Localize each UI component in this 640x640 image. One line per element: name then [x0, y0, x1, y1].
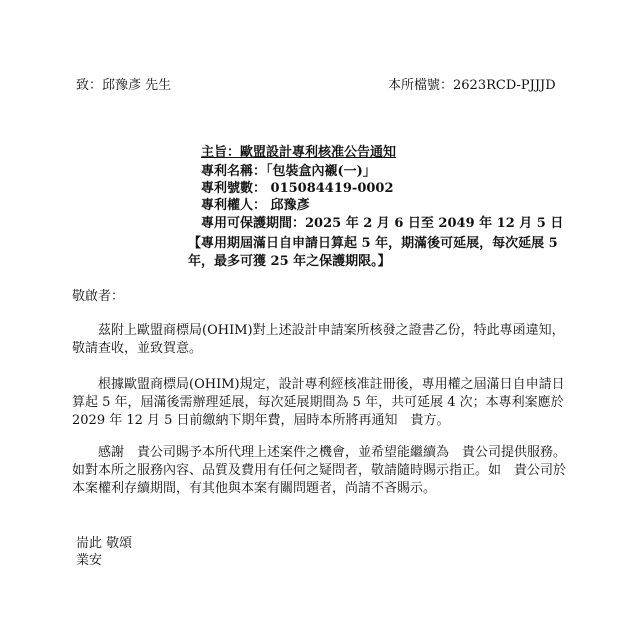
patent-holder: 專利權人： 邱豫彥: [201, 198, 310, 213]
greeting: 敬啟者：: [72, 289, 125, 304]
protection-period: 專用可保護期間：2025 年 2 月 6 日至 2049 年 12 月 5 日: [201, 216, 564, 231]
patent-number: 專利號數： 015084419-0002: [201, 181, 394, 196]
subject-line: 主旨：歐盟設計專利核准公告通知: [201, 145, 397, 160]
patent-name: 專利名稱：「包裝盒內襯(一)」: [201, 164, 376, 179]
recipient-line: 致：邱豫彥 先生: [76, 78, 172, 93]
protection-notice: 【專用期屆滿日自申請日算起 5 年，期滿後可延展，每次延展 5 年，最多可獲 25 年之保護期限。】: [188, 236, 558, 269]
body-paragraph-renewal: 根據歐盟商標局(OHIM)規定，設計專利經核准註冊後，專用權之屆滿日自申請日算起 5 年，屆滿後需辦理延展，每次延展期間為 5 年，共可延展 4 次；本專利案應於 2029 年 12 月 5 日前繳納下期年費，屆時本所將再通知 貴方。: [72, 377, 565, 428]
reference-number: 本所檔號：2623RCD-PJJJD: [388, 78, 556, 93]
closing-wish: 業安: [76, 553, 103, 568]
body-paragraph-thanks: 感謝 貴公司賜予本所代理上述案件之機會，並希望能繼續為 貴公司提供服務。如對本所之服務內容、品質及費用有任何之疑問者，敬請隨時賜示指正。如 貴公司於本案權利存續期間，有其他與本案有關問題者，尚請不吝賜示。: [72, 445, 567, 496]
body-paragraph-certificate: 茲附上歐盟商標局(OHIM)對上述設計申請案所核發之證書乙份，特此專函違知，敬請查收，並致賀意。: [72, 323, 565, 356]
closing-salutation: 耑此 敬頌: [76, 536, 133, 551]
